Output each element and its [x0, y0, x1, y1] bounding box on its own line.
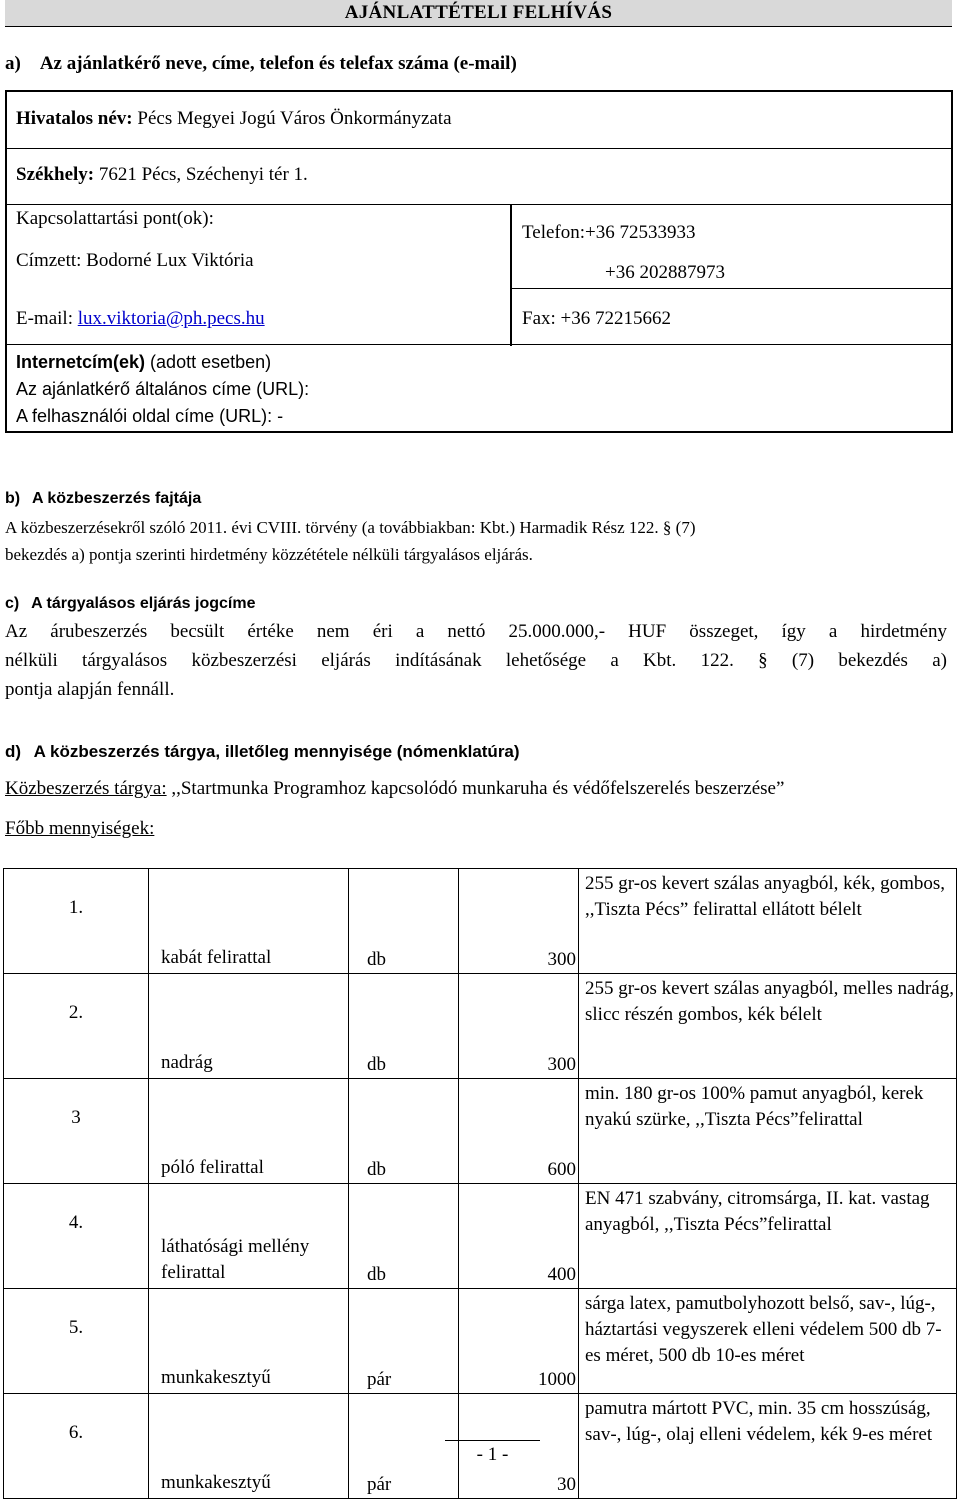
subject-label: Közbeszerzés tárgya: [5, 778, 167, 799]
item-name: munkakesztyű [149, 1394, 349, 1499]
addressee: Címzett: Bodorné Lux Viktória [16, 250, 254, 271]
section-b-heading: b) A közbeszerzés fajtája [5, 490, 202, 507]
internet-label: Internetcím(ek) [16, 352, 146, 372]
item-row [4, 1079, 957, 1184]
item-description: pamutra mártott PVC, min. 35 cm hosszúság, sav-, lúg-, olaj elleni védelem, kék 9-es méret [579, 1394, 957, 1499]
item-number: 3 [4, 1079, 149, 1184]
item-unit: pár [349, 1289, 459, 1394]
phone-secondary: +36 202887973 [605, 262, 725, 283]
section-c-heading: c) A tárgyalásos eljárás jogcíme [5, 595, 256, 612]
item-description: sárga latex, pamutbolyhozott belső, sav-, lúg-, háztartási vegyszerek elleni védelem 500 db 7-es méret, 500 db 10-es méret [579, 1289, 957, 1394]
email-row: E-mail: lux.viktoria@ph.pecs.hu [16, 308, 265, 329]
item-description: min. 180 gr-os 100% pamut anyagból, kerek nyakú szürke, ,,Tiszta Pécs”felirattal [579, 1079, 957, 1184]
item-quantity: 1000 [459, 1289, 579, 1394]
quantities-label: Főbb mennyiségek: [5, 818, 155, 839]
section-b-text: A közbeszerzésekről szóló 2011. évi CVIII. törvény (a továbbiakban: Kbt.) Harmadik Rész 122. § (7) bekezdés a) pontja szerinti hirdetmény közzététele nélküli tárgyalásos eljárás. [5, 518, 696, 564]
item-unit: db [349, 869, 459, 974]
user-url: A felhasználói oldal címe (URL): - [16, 406, 284, 426]
item-unit: db [349, 1184, 459, 1289]
item-quantity: 300 [459, 869, 579, 974]
contact-box [5, 90, 953, 433]
internet-block [16, 349, 309, 430]
section-c-text: Az árubeszerzés becsült értéke nem éri a nettó 25.000.000,- HUF összeget, így a hirdetmény nélküli tárgyalásos közbeszerzési eljárás indításának lehetősége a Kbt. 122. § (7) bekezdés a) pontja alapján fennáll. [5, 621, 947, 700]
item-number: 4. [4, 1184, 149, 1289]
item-number: 5. [4, 1289, 149, 1394]
item-name: munkakesztyű [149, 1289, 349, 1394]
subject-value: ,,Startmunka Programhoz kapcsolódó munkaruha és védőfelszerelés beszerzése” [166, 778, 785, 799]
item-name: láthatósági mellény felirattal [149, 1184, 349, 1289]
document-title-bar [5, 0, 952, 27]
official-name: Hivatalos név: Pécs Megyei Jogú Város Önkormányzata [16, 108, 452, 129]
item-number: 6. [4, 1394, 149, 1499]
page-number: - 1 - [476, 1444, 509, 1465]
item-row [4, 869, 957, 974]
item-name: nadrág [149, 974, 349, 1079]
item-name: kabát felirattal [149, 869, 349, 974]
email-link[interactable]: lux.viktoria@ph.pecs.hu [77, 308, 265, 329]
item-name: póló felirattal [149, 1079, 349, 1184]
section-d-heading: d) A közbeszerzés tárgya, illetőleg mennyisége (nómenklatúra) [5, 742, 520, 761]
item-description: 255 gr-os kevert szálas anyagból, melles nadrág, slicc részén gombos, kék bélelt [579, 974, 957, 1079]
section-a-heading: a) Az ajánlatkérő neve, címe, telefon és telefax száma (e-mail) [5, 53, 517, 74]
item-row [4, 974, 957, 1079]
general-url: Az ajánlatkérő általános címe (URL): [16, 379, 310, 399]
item-unit: pár [349, 1394, 459, 1499]
fax: Fax: +36 72215662 [522, 308, 671, 329]
item-description: EN 471 szabvány, citromsárga, II. kat. vastag anyagból, ,,Tiszta Pécs”felirattal [579, 1184, 957, 1289]
contact-points-label: Kapcsolattartási pont(ok): [16, 208, 214, 229]
items-table [3, 868, 957, 1499]
seat: Székhely: 7621 Pécs, Széchenyi tér 1. [16, 164, 308, 185]
subject-row [5, 778, 784, 800]
item-quantity: 30 [459, 1394, 579, 1499]
item-quantity: 600 [459, 1079, 579, 1184]
item-unit: db [349, 1079, 459, 1184]
item-row [4, 1289, 957, 1394]
phone-primary: Telefon:+36 72533933 [522, 222, 696, 243]
item-quantity: 300 [459, 974, 579, 1079]
internet-note: (adott esetben) [145, 352, 272, 372]
item-unit: db [349, 974, 459, 1079]
item-row [4, 1184, 957, 1289]
item-number: 1. [4, 869, 149, 974]
item-quantity: 400 [459, 1184, 579, 1289]
document-title: AJÁNLATTÉTELI FELHÍVÁS [344, 2, 613, 23]
item-number: 2. [4, 974, 149, 1079]
item-description: 255 gr-os kevert szálas anyagból, kék, gombos, ,,Tiszta Pécs” felirattal ellátott bélelt [579, 869, 957, 974]
